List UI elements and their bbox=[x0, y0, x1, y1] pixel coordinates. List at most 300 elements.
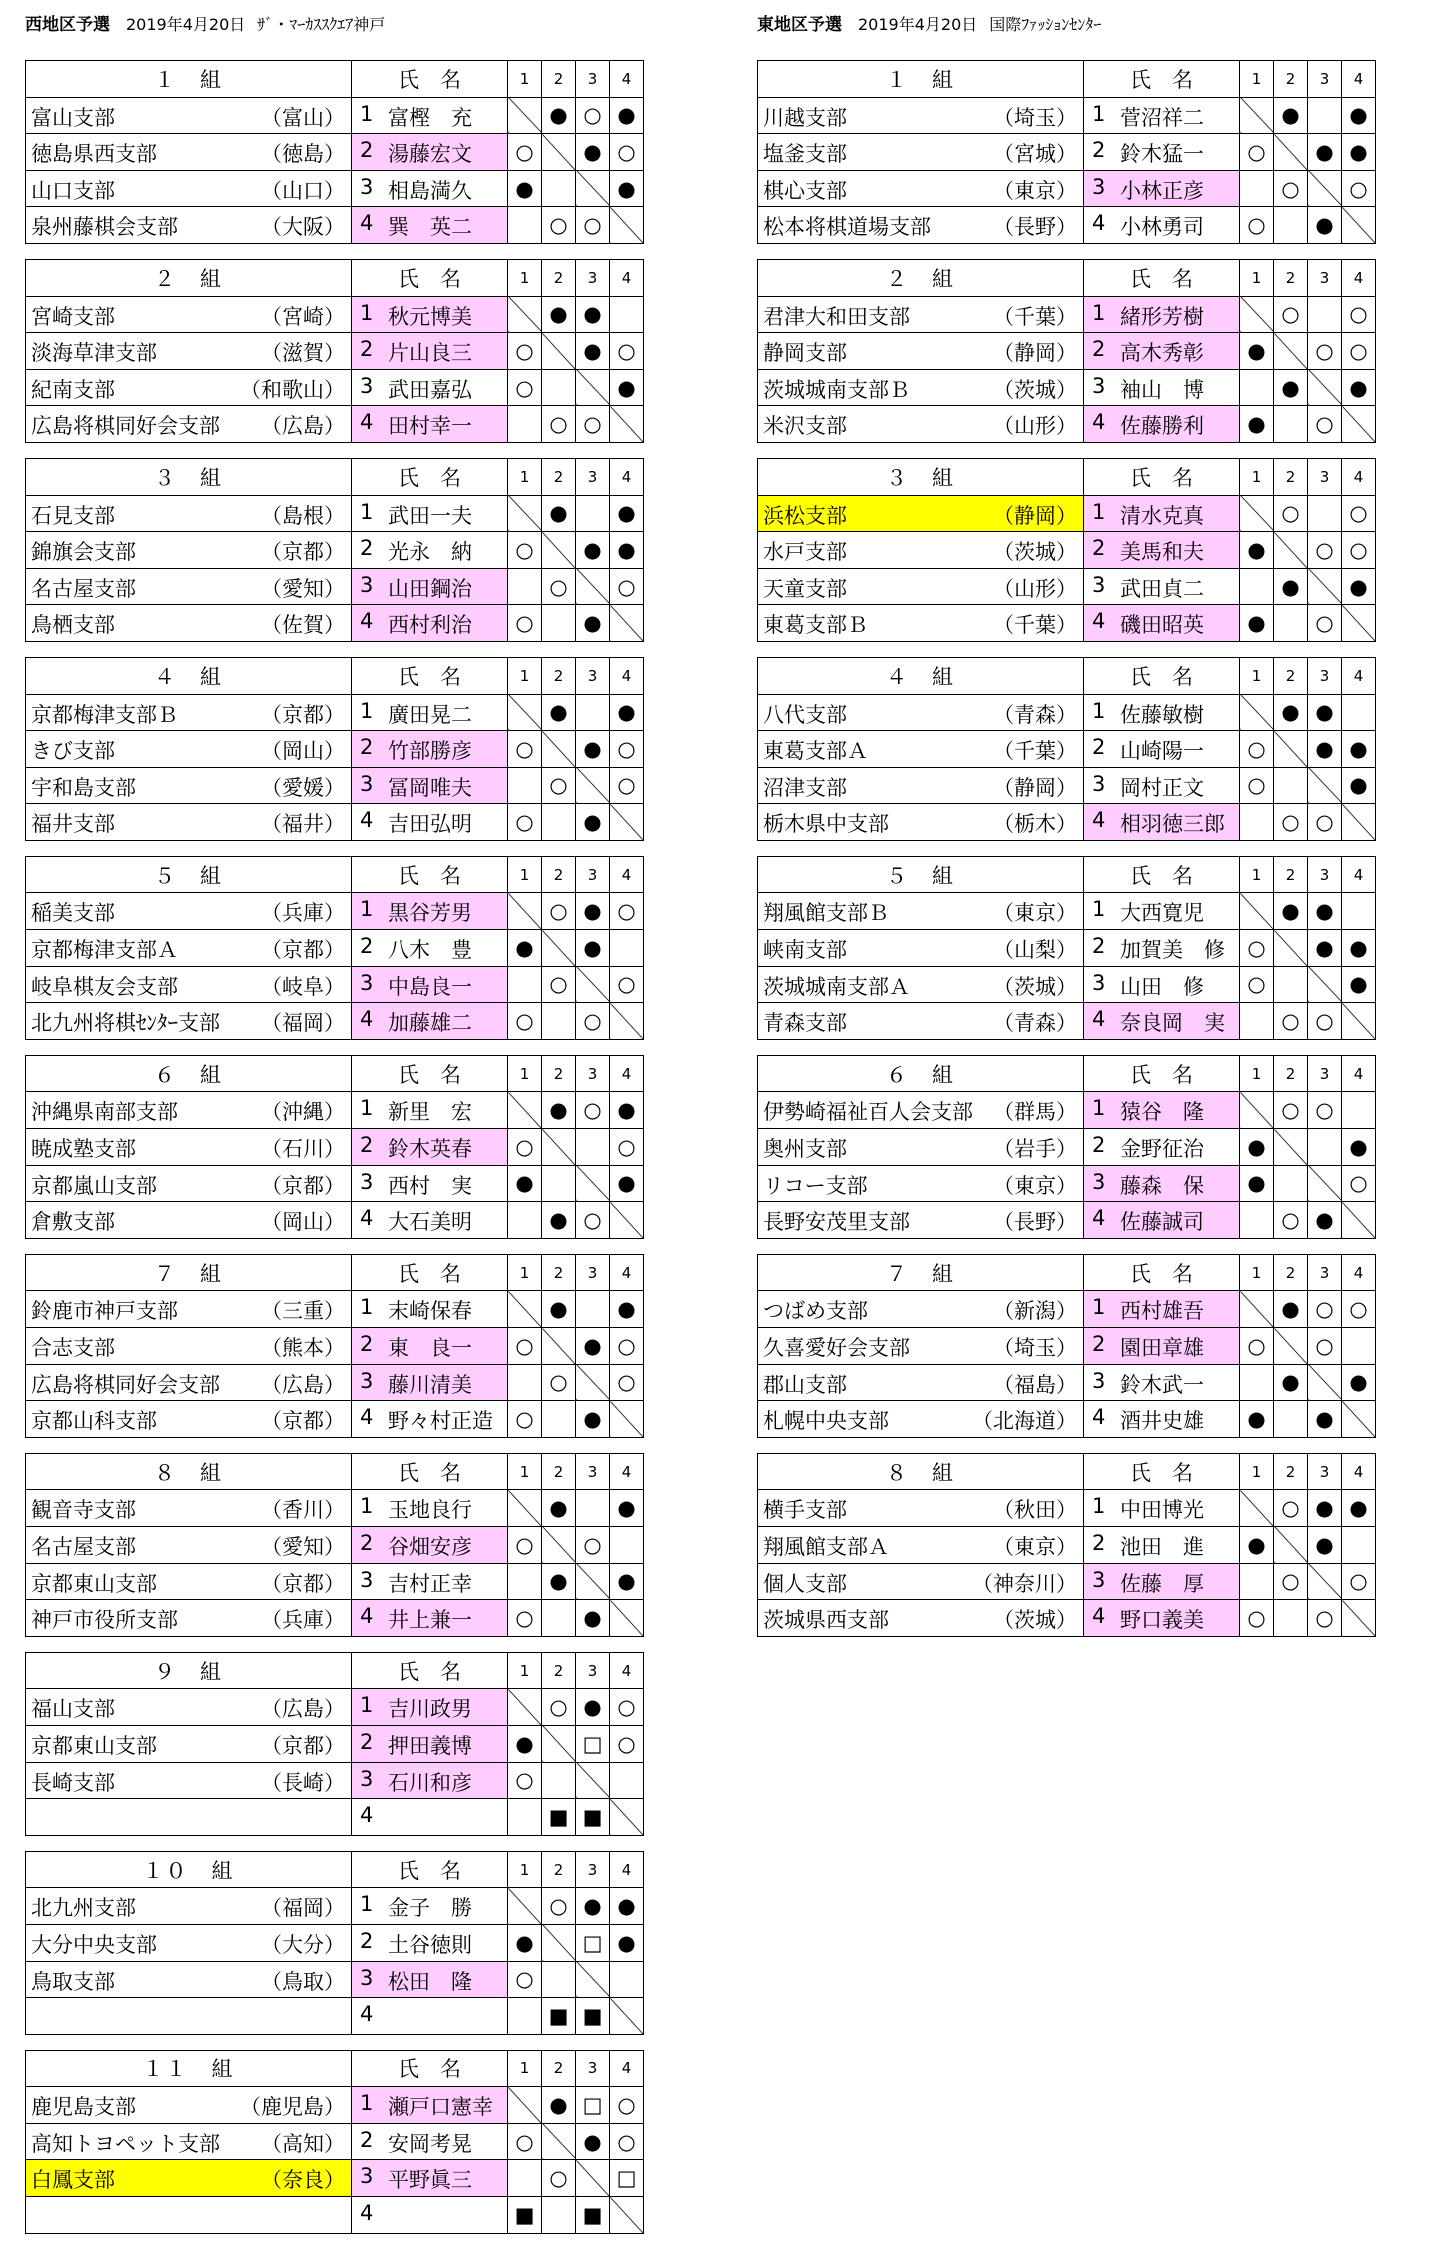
player-number: 2 bbox=[1092, 337, 1106, 362]
name-column-header: 氏 名 bbox=[1084, 1453, 1240, 1490]
player-number: 1 bbox=[360, 897, 374, 922]
group-header-row bbox=[26, 61, 644, 98]
player-number: 2 bbox=[360, 934, 374, 959]
result-cell: ○ bbox=[1240, 134, 1274, 171]
player-name: 松田 隆 bbox=[388, 1969, 472, 1994]
branch-prefecture: （愛媛） bbox=[261, 775, 345, 800]
player-row bbox=[758, 170, 1376, 207]
name-column-header: 氏 名 bbox=[352, 856, 508, 893]
round-column-header: 2 bbox=[1274, 1055, 1308, 1092]
player-row bbox=[26, 1725, 644, 1762]
result-cell bbox=[508, 966, 542, 1003]
player-number: 2 bbox=[1092, 138, 1106, 163]
east-venue: 国際ﾌｧｯｼｮﾝｾﾝﾀｰ bbox=[989, 15, 1102, 34]
player-number: 3 bbox=[360, 1766, 374, 1791]
result-cell: ● bbox=[610, 1563, 644, 1600]
result-cell: ● bbox=[576, 1401, 610, 1438]
branch-cell bbox=[26, 369, 352, 406]
result-cell bbox=[610, 1961, 644, 1998]
result-cell: ● bbox=[1308, 731, 1342, 768]
player-row bbox=[758, 930, 1376, 967]
player-cell bbox=[1084, 893, 1240, 930]
player-name: 富樫 充 bbox=[388, 105, 472, 130]
branch-prefecture: （千葉） bbox=[993, 613, 1077, 638]
self-match-cell bbox=[1308, 767, 1342, 804]
branch-prefecture: （宮崎） bbox=[261, 304, 345, 329]
round-column-header: 2 bbox=[542, 1453, 576, 1490]
group-label: ６ 組 bbox=[26, 1055, 352, 1092]
result-cell bbox=[610, 296, 644, 333]
result-cell: ○ bbox=[542, 767, 576, 804]
self-match-cell bbox=[1240, 1291, 1274, 1328]
player-cell bbox=[1084, 170, 1240, 207]
self-match-cell bbox=[610, 1401, 644, 1438]
result-cell: ○ bbox=[610, 731, 644, 768]
result-cell: ■ bbox=[508, 2197, 542, 2234]
round-column-header: 1 bbox=[508, 1453, 542, 1490]
player-name: 野口義美 bbox=[1120, 1608, 1204, 1633]
group-label: １１ 組 bbox=[26, 2050, 352, 2087]
player-cell bbox=[352, 369, 508, 406]
self-match-cell bbox=[576, 1364, 610, 1401]
player-name: 巽 英二 bbox=[388, 215, 472, 240]
player-cell bbox=[352, 694, 508, 731]
result-cell: ○ bbox=[1342, 333, 1376, 370]
result-cell bbox=[542, 1165, 576, 1202]
player-cell bbox=[352, 1092, 508, 1129]
round-column-header: 1 bbox=[508, 856, 542, 893]
player-cell bbox=[1084, 1526, 1240, 1563]
branch-name: 泉州藤棋会支部 bbox=[31, 215, 178, 240]
result-cell: ● bbox=[610, 1092, 644, 1129]
result-cell: ● bbox=[610, 495, 644, 532]
player-row bbox=[26, 1328, 644, 1365]
player-name: 相羽徳三郎 bbox=[1120, 812, 1225, 837]
player-cell bbox=[352, 2197, 508, 2234]
group-table bbox=[25, 2050, 644, 2234]
result-cell bbox=[1342, 893, 1376, 930]
branch-prefecture: （群馬） bbox=[993, 1100, 1077, 1125]
branch-cell bbox=[758, 207, 1084, 244]
self-match-cell bbox=[1274, 134, 1308, 171]
round-column-header: 4 bbox=[610, 1652, 644, 1689]
branch-name: 白鳳支部 bbox=[31, 2168, 115, 2193]
branch-name: 大分中央支部 bbox=[31, 1932, 157, 1957]
result-cell: ■ bbox=[576, 1799, 610, 1836]
player-name: 佐藤敏樹 bbox=[1120, 702, 1204, 727]
player-number: 2 bbox=[1092, 1530, 1106, 1555]
result-cell: ○ bbox=[1240, 966, 1274, 1003]
name-column-header: 氏 名 bbox=[352, 458, 508, 495]
result-cell: ● bbox=[576, 333, 610, 370]
east-date: 2019年4月20日 bbox=[858, 15, 978, 34]
round-column-header: 2 bbox=[542, 1851, 576, 1888]
player-cell bbox=[352, 767, 508, 804]
player-number: 4 bbox=[360, 1604, 374, 1629]
player-number: 4 bbox=[360, 2002, 374, 2027]
result-cell: ○ bbox=[1274, 1092, 1308, 1129]
player-cell bbox=[352, 1563, 508, 1600]
result-cell: ● bbox=[1342, 731, 1376, 768]
round-column-header: 4 bbox=[610, 2050, 644, 2087]
branch-prefecture: （福島） bbox=[993, 1372, 1077, 1397]
result-cell bbox=[610, 1762, 644, 1799]
result-cell bbox=[508, 1202, 542, 1239]
player-cell bbox=[352, 966, 508, 1003]
branch-name: 茨城城南支部Ｂ bbox=[763, 377, 910, 402]
result-cell: ● bbox=[576, 1888, 610, 1925]
result-cell: ● bbox=[610, 1291, 644, 1328]
result-cell: ○ bbox=[542, 207, 576, 244]
branch-cell bbox=[26, 767, 352, 804]
player-number: 1 bbox=[360, 1693, 374, 1718]
player-name: 加賀美 修 bbox=[1120, 938, 1225, 963]
player-number: 3 bbox=[1092, 1368, 1106, 1393]
west-venue: ｻﾞ・ﾏｰｶｽｽｸｴｱ神戸 bbox=[257, 15, 386, 34]
result-cell bbox=[1274, 767, 1308, 804]
self-match-cell bbox=[1308, 369, 1342, 406]
player-cell bbox=[352, 605, 508, 642]
player-cell bbox=[352, 134, 508, 171]
player-name: 湯藤宏文 bbox=[388, 142, 472, 167]
name-column-header: 氏 名 bbox=[352, 2050, 508, 2087]
result-cell: ○ bbox=[1342, 170, 1376, 207]
player-row bbox=[26, 1924, 644, 1961]
result-cell: ○ bbox=[576, 97, 610, 134]
player-name: 鈴木猛一 bbox=[1120, 142, 1204, 167]
east-region bbox=[757, 0, 1376, 1652]
self-match-cell bbox=[576, 1762, 610, 1799]
round-column-header: 4 bbox=[1342, 61, 1376, 98]
player-row bbox=[758, 1600, 1376, 1637]
branch-cell bbox=[26, 1490, 352, 1527]
result-cell: ○ bbox=[1274, 804, 1308, 841]
player-number: 3 bbox=[360, 2164, 374, 2189]
branch-prefecture: （宮城） bbox=[993, 142, 1077, 167]
self-match-cell bbox=[1274, 1328, 1308, 1365]
branch-prefecture: （東京） bbox=[993, 178, 1077, 203]
player-name: 佐藤誠司 bbox=[1120, 1210, 1204, 1235]
round-column-header: 3 bbox=[576, 1851, 610, 1888]
result-cell: ○ bbox=[576, 1092, 610, 1129]
result-cell bbox=[1274, 406, 1308, 443]
player-name: 鈴木英春 bbox=[388, 1137, 472, 1162]
player-cell bbox=[1084, 1364, 1240, 1401]
branch-name: リコー支部 bbox=[763, 1173, 868, 1198]
self-match-cell bbox=[576, 1563, 610, 1600]
player-name: 西村利治 bbox=[388, 613, 472, 638]
self-match-cell bbox=[1308, 170, 1342, 207]
player-number: 3 bbox=[360, 771, 374, 796]
player-cell bbox=[352, 1401, 508, 1438]
player-row bbox=[26, 930, 644, 967]
group-label: ４ 組 bbox=[26, 657, 352, 694]
result-cell bbox=[1240, 1563, 1274, 1600]
branch-cell bbox=[758, 605, 1084, 642]
result-cell bbox=[508, 1998, 542, 2035]
self-match-cell bbox=[1240, 296, 1274, 333]
player-name: 山崎陽一 bbox=[1120, 739, 1204, 764]
result-cell: ○ bbox=[1342, 1291, 1376, 1328]
player-row bbox=[26, 966, 644, 1003]
player-name: 秋元博美 bbox=[388, 304, 472, 329]
branch-name: 福井支部 bbox=[31, 812, 115, 837]
player-cell bbox=[352, 1961, 508, 1998]
result-cell: ○ bbox=[1274, 170, 1308, 207]
result-cell: ○ bbox=[508, 1762, 542, 1799]
round-column-header: 1 bbox=[1240, 259, 1274, 296]
branch-prefecture: （徳島） bbox=[261, 142, 345, 167]
branch-cell bbox=[26, 1725, 352, 1762]
self-match-cell bbox=[1308, 1165, 1342, 1202]
self-match-cell bbox=[576, 568, 610, 605]
round-column-header: 3 bbox=[1308, 856, 1342, 893]
player-cell bbox=[352, 170, 508, 207]
player-row bbox=[26, 893, 644, 930]
branch-name: 翔風館支部Ａ bbox=[763, 1534, 889, 1559]
self-match-cell bbox=[610, 1799, 644, 1836]
branch-name: 鳥取支部 bbox=[31, 1969, 115, 1994]
self-match-cell bbox=[1240, 893, 1274, 930]
round-column-header: 1 bbox=[508, 657, 542, 694]
branch-name: 広島将棋同好会支部 bbox=[31, 1372, 220, 1397]
branch-name: 水戸支部 bbox=[763, 540, 847, 565]
branch-name: 奥州支部 bbox=[763, 1137, 847, 1162]
round-column-header: 2 bbox=[1274, 856, 1308, 893]
player-number: 3 bbox=[1092, 970, 1106, 995]
player-cell bbox=[1084, 930, 1240, 967]
result-cell: □ bbox=[610, 2160, 644, 2197]
branch-prefecture: （茨城） bbox=[993, 377, 1077, 402]
player-number: 1 bbox=[360, 2091, 374, 2116]
branch-cell bbox=[26, 1291, 352, 1328]
player-name: 藤森 保 bbox=[1120, 1173, 1204, 1198]
result-cell: ○ bbox=[1308, 532, 1342, 569]
group-header-row bbox=[26, 1055, 644, 1092]
self-match-cell bbox=[1240, 1092, 1274, 1129]
player-cell bbox=[352, 97, 508, 134]
player-name: 小林勇司 bbox=[1120, 215, 1204, 240]
branch-name: 郡山支部 bbox=[763, 1372, 847, 1397]
group-header-row bbox=[758, 1055, 1376, 1092]
self-match-cell bbox=[1308, 568, 1342, 605]
player-number: 4 bbox=[360, 1007, 374, 1032]
round-column-header: 1 bbox=[1240, 458, 1274, 495]
player-row bbox=[26, 1401, 644, 1438]
branch-cell bbox=[26, 1563, 352, 1600]
player-row bbox=[26, 369, 644, 406]
result-cell: ● bbox=[1240, 1129, 1274, 1166]
player-row bbox=[26, 532, 644, 569]
result-cell: ● bbox=[1342, 966, 1376, 1003]
result-cell bbox=[1308, 296, 1342, 333]
player-name: 中島良一 bbox=[388, 974, 472, 999]
player-row bbox=[758, 1526, 1376, 1563]
round-column-header: 3 bbox=[576, 1254, 610, 1291]
group-table bbox=[757, 1254, 1376, 1438]
name-column-header: 氏 名 bbox=[1084, 856, 1240, 893]
round-column-header: 1 bbox=[1240, 657, 1274, 694]
player-number: 2 bbox=[360, 735, 374, 760]
result-cell: ● bbox=[542, 1202, 576, 1239]
branch-prefecture: （大阪） bbox=[261, 215, 345, 240]
round-column-header: 2 bbox=[542, 856, 576, 893]
player-cell bbox=[1084, 1165, 1240, 1202]
player-row bbox=[26, 207, 644, 244]
player-name: 井上兼一 bbox=[388, 1608, 472, 1633]
result-cell: ○ bbox=[508, 804, 542, 841]
player-row bbox=[26, 1888, 644, 1925]
branch-name: 青森支部 bbox=[763, 1011, 847, 1036]
self-match-cell bbox=[508, 1291, 542, 1328]
branch-cell bbox=[26, 930, 352, 967]
result-cell: ● bbox=[1342, 767, 1376, 804]
player-number: 3 bbox=[360, 1965, 374, 1990]
group-table bbox=[757, 1453, 1376, 1637]
player-cell bbox=[352, 1600, 508, 1637]
result-cell: ● bbox=[610, 170, 644, 207]
result-cell: ● bbox=[610, 1490, 644, 1527]
player-row bbox=[26, 694, 644, 731]
player-cell bbox=[1084, 532, 1240, 569]
result-cell bbox=[508, 207, 542, 244]
player-row bbox=[758, 296, 1376, 333]
player-name: 中田博光 bbox=[1120, 1498, 1204, 1523]
player-row bbox=[758, 495, 1376, 532]
branch-name: 富山支部 bbox=[31, 105, 115, 130]
result-cell bbox=[1342, 1092, 1376, 1129]
group-header-row bbox=[26, 458, 644, 495]
name-column-header: 氏 名 bbox=[352, 61, 508, 98]
result-cell: ○ bbox=[1308, 1003, 1342, 1040]
branch-cell bbox=[26, 1401, 352, 1438]
group-table bbox=[757, 1055, 1376, 1239]
result-cell: ○ bbox=[610, 1328, 644, 1365]
branch-name: 塩釜支部 bbox=[763, 142, 847, 167]
result-cell: ● bbox=[1308, 134, 1342, 171]
result-cell: ○ bbox=[1240, 1600, 1274, 1637]
player-row bbox=[758, 1563, 1376, 1600]
branch-prefecture: （神奈川） bbox=[972, 1571, 1077, 1596]
group-header-row bbox=[758, 1254, 1376, 1291]
branch-prefecture: （香川） bbox=[261, 1498, 345, 1523]
result-cell: ○ bbox=[1274, 1202, 1308, 1239]
result-cell: ○ bbox=[508, 1600, 542, 1637]
branch-cell bbox=[26, 1689, 352, 1726]
self-match-cell bbox=[576, 369, 610, 406]
branch-prefecture: （青森） bbox=[993, 702, 1077, 727]
player-row bbox=[26, 170, 644, 207]
result-cell: ● bbox=[1342, 369, 1376, 406]
group-table bbox=[25, 458, 644, 642]
result-cell: ○ bbox=[508, 134, 542, 171]
player-row bbox=[26, 1689, 644, 1726]
branch-prefecture: （京都） bbox=[261, 1409, 345, 1434]
branch-prefecture: （大分） bbox=[261, 1932, 345, 1957]
round-column-header: 4 bbox=[1342, 1055, 1376, 1092]
player-number: 1 bbox=[360, 1295, 374, 1320]
result-cell: ● bbox=[1308, 1401, 1342, 1438]
player-cell bbox=[352, 2160, 508, 2197]
branch-prefecture: （広島） bbox=[261, 414, 345, 439]
group-header-row bbox=[26, 1254, 644, 1291]
result-cell bbox=[1274, 207, 1308, 244]
result-cell: ○ bbox=[610, 1364, 644, 1401]
player-row bbox=[758, 1165, 1376, 1202]
result-cell: ● bbox=[610, 694, 644, 731]
player-row bbox=[26, 605, 644, 642]
branch-prefecture: （富山） bbox=[261, 105, 345, 130]
result-cell: ● bbox=[610, 1165, 644, 1202]
player-row bbox=[26, 731, 644, 768]
self-match-cell bbox=[1308, 966, 1342, 1003]
result-cell: ● bbox=[1240, 1165, 1274, 1202]
self-match-cell bbox=[508, 893, 542, 930]
round-column-header: 3 bbox=[576, 2050, 610, 2087]
player-number: 2 bbox=[360, 337, 374, 362]
round-column-header: 2 bbox=[1274, 458, 1308, 495]
name-column-header: 氏 名 bbox=[352, 1453, 508, 1490]
branch-name: 松本将棋道場支部 bbox=[763, 215, 931, 240]
branch-name: 北九州支部 bbox=[31, 1896, 136, 1921]
result-cell: ○ bbox=[1308, 1092, 1342, 1129]
name-column-header: 氏 名 bbox=[352, 657, 508, 694]
player-name: 高木秀彰 bbox=[1120, 341, 1204, 366]
player-row bbox=[26, 1129, 644, 1166]
round-column-header: 3 bbox=[576, 1055, 610, 1092]
result-cell: ● bbox=[610, 369, 644, 406]
branch-name: 暁成塾支部 bbox=[31, 1137, 136, 1162]
branch-name: 京都梅津支部Ａ bbox=[31, 938, 178, 963]
round-column-header: 2 bbox=[542, 259, 576, 296]
player-name: 奈良岡 実 bbox=[1120, 1011, 1225, 1036]
player-cell bbox=[1084, 1291, 1240, 1328]
round-column-header: 2 bbox=[542, 61, 576, 98]
result-cell: ● bbox=[1240, 532, 1274, 569]
west-region-name: 西地区予選 bbox=[25, 15, 110, 35]
player-number: 4 bbox=[1092, 1206, 1106, 1231]
branch-cell bbox=[26, 1924, 352, 1961]
branch-name: 横手支部 bbox=[763, 1498, 847, 1523]
branch-prefecture: （東京） bbox=[993, 1173, 1077, 1198]
result-cell bbox=[542, 2197, 576, 2234]
player-row bbox=[26, 97, 644, 134]
result-cell: ● bbox=[1342, 1490, 1376, 1527]
self-match-cell bbox=[576, 170, 610, 207]
player-number: 3 bbox=[1092, 572, 1106, 597]
result-cell: ○ bbox=[1308, 605, 1342, 642]
round-column-header: 4 bbox=[610, 1254, 644, 1291]
player-name: 武田嘉弘 bbox=[388, 377, 472, 402]
round-column-header: 3 bbox=[1308, 259, 1342, 296]
result-cell: ○ bbox=[1274, 1490, 1308, 1527]
self-match-cell bbox=[542, 1526, 576, 1563]
result-cell bbox=[542, 369, 576, 406]
result-cell: ○ bbox=[542, 893, 576, 930]
branch-cell bbox=[26, 495, 352, 532]
player-row bbox=[26, 1291, 644, 1328]
player-number: 4 bbox=[1092, 1604, 1106, 1629]
result-cell: ○ bbox=[542, 406, 576, 443]
branch-prefecture: （東京） bbox=[993, 901, 1077, 926]
player-cell bbox=[352, 1490, 508, 1527]
player-number: 3 bbox=[360, 1567, 374, 1592]
result-cell: ● bbox=[610, 1924, 644, 1961]
result-cell: ● bbox=[610, 97, 644, 134]
result-cell: ● bbox=[576, 731, 610, 768]
player-number: 4 bbox=[1092, 211, 1106, 236]
branch-name: 鈴鹿市神戸支部 bbox=[31, 1299, 178, 1324]
